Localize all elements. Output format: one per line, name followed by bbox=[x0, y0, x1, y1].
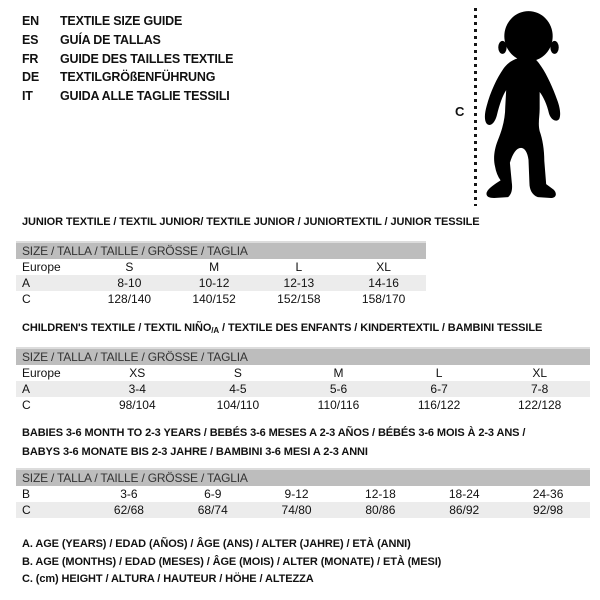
table-row bbox=[16, 397, 590, 413]
table-cell: 152/158 bbox=[277, 292, 321, 306]
section-title-line1: BABIES 3-6 MONTH TO 2-3 YEARS / BEBÉS 3-6 MESES A 2-3 AÑOS / BÉBÉS 3-6 MOIS À 2-3 ANS / bbox=[22, 427, 526, 439]
table-cell: XL bbox=[376, 260, 391, 274]
language-label: TEXTILGRÖßENFÜHRUNG bbox=[60, 70, 216, 85]
table-cell: 18-24 bbox=[448, 487, 480, 501]
table-cell: 92/98 bbox=[533, 503, 564, 517]
table-cell: 10-12 bbox=[198, 276, 230, 290]
table-cell: 98/104 bbox=[118, 398, 156, 412]
row-label: Europe bbox=[22, 366, 61, 380]
section-title-line2: BABYS 3-6 MONATE BIS 2-3 JAHRE / BAMBINI 3-6 MESI A 2-3 ANNI bbox=[22, 446, 368, 458]
table-row bbox=[16, 259, 426, 275]
table-cell: 116/122 bbox=[417, 398, 461, 412]
row-label: A bbox=[22, 276, 31, 290]
language-list bbox=[22, 12, 233, 106]
language-label: TEXTILE SIZE GUIDE bbox=[60, 14, 183, 28]
table-cell: 74/80 bbox=[281, 503, 312, 517]
section-title-children bbox=[22, 322, 542, 335]
table-row bbox=[16, 486, 590, 502]
row-label: Europe bbox=[22, 260, 61, 274]
table-cell: 8-10 bbox=[117, 276, 142, 290]
language-code: FR bbox=[22, 51, 39, 66]
size-table-header: SIZE / TALLA / TAILLE / GRÖSSE / TAGLIA bbox=[16, 468, 590, 486]
language-label: GUIDA ALLE TAGLIE TESSILI bbox=[60, 89, 230, 104]
section-title-subscript: /A bbox=[211, 326, 220, 335]
table-cell: 62/68 bbox=[113, 503, 144, 517]
toddler-silhouette-icon bbox=[482, 5, 575, 206]
language-row bbox=[22, 12, 233, 31]
language-row bbox=[22, 68, 233, 87]
table-cell: 6-7 bbox=[430, 382, 448, 396]
table-cell: 122/128 bbox=[517, 398, 562, 412]
table-cell: S bbox=[125, 260, 134, 274]
language-row bbox=[22, 31, 233, 50]
height-dashed-line bbox=[474, 8, 477, 206]
row-label: C bbox=[22, 503, 31, 517]
table-cell: 4-5 bbox=[229, 382, 247, 396]
table-cell: 14-16 bbox=[368, 276, 399, 290]
footnote-c: C. (cm) HEIGHT / ALTURA / HAUTEUR / HÖHE / ALTEZZA bbox=[22, 573, 314, 585]
table-cell: 80/86 bbox=[365, 503, 396, 517]
table-cell: 86/92 bbox=[449, 503, 480, 517]
table-cell: 68/74 bbox=[197, 503, 228, 517]
size-table-babies bbox=[16, 468, 590, 518]
table-cell: S bbox=[233, 366, 242, 380]
section-title-babies bbox=[22, 424, 525, 462]
language-label: GUÍA DE TALLAS bbox=[60, 32, 161, 47]
table-cell: 9-12 bbox=[284, 487, 309, 501]
table-cell: 128/140 bbox=[107, 292, 152, 306]
table-cell: L bbox=[435, 366, 443, 380]
size-table-junior bbox=[16, 241, 426, 307]
table-cell: 140/152 bbox=[192, 292, 236, 306]
table-cell: L bbox=[295, 260, 303, 274]
row-label: C bbox=[22, 398, 31, 412]
table-cell: 110/116 bbox=[317, 398, 360, 412]
footnotes bbox=[22, 536, 441, 589]
footnote-a: A. AGE (YEARS) / EDAD (AÑOS) / ÂGE (ANS) / ALTER (JAHRE) / ETÀ (ANNI) bbox=[22, 538, 411, 550]
table-cell: M bbox=[333, 366, 344, 380]
table-cell: 5-6 bbox=[329, 382, 348, 396]
table-cell: 7-8 bbox=[531, 382, 549, 396]
section-title-text: CHILDREN'S TEXTILE / TEXTIL NIÑO bbox=[22, 322, 212, 334]
table-cell: XL bbox=[532, 366, 548, 380]
section-title-text: / TEXTILE DES ENFANTS / KINDERTEXTIL / BAMBINI TESSILE bbox=[219, 322, 543, 334]
table-row bbox=[16, 275, 426, 291]
table-cell: 3-4 bbox=[128, 382, 146, 396]
row-label: C bbox=[22, 292, 31, 306]
table-cell: 3-6 bbox=[120, 487, 138, 501]
table-cell: M bbox=[209, 260, 220, 274]
size-table-header: SIZE / TALLA / TAILLE / GRÖSSE / TAGLIA bbox=[16, 241, 426, 259]
table-row bbox=[16, 365, 590, 381]
language-code: DE bbox=[22, 70, 39, 85]
language-label: GUIDE DES TAILLES TEXTILE bbox=[60, 51, 234, 66]
table-cell: 158/170 bbox=[361, 292, 406, 306]
table-cell: 24-36 bbox=[532, 487, 564, 501]
table-cell: 12-18 bbox=[365, 487, 396, 501]
height-c-label: C bbox=[455, 104, 465, 119]
table-cell: 12-13 bbox=[283, 276, 315, 290]
row-label: B bbox=[22, 487, 31, 501]
language-row bbox=[22, 50, 233, 69]
language-row bbox=[22, 87, 233, 106]
table-row bbox=[16, 381, 590, 397]
language-code: IT bbox=[22, 89, 33, 104]
section-title-junior: JUNIOR TEXTILE / TEXTIL JUNIOR/ TEXTILE JUNIOR / JUNIORTEXTIL / JUNIOR TESSILE bbox=[22, 216, 480, 228]
footnote-b: B. AGE (MONTHS) / EDAD (MESES) / ÂGE (MOIS) / ALTER (MONATE) / ETÀ (MESI) bbox=[22, 555, 442, 568]
row-label: A bbox=[22, 382, 31, 396]
language-code: EN bbox=[22, 14, 39, 28]
language-code: ES bbox=[22, 32, 39, 47]
table-cell: XS bbox=[129, 366, 146, 380]
size-table-children bbox=[16, 347, 590, 413]
table-row bbox=[16, 502, 590, 518]
table-cell: 6-9 bbox=[204, 487, 222, 501]
table-cell: 104/110 bbox=[216, 398, 260, 412]
table-row bbox=[16, 291, 426, 307]
size-table-header: SIZE / TALLA / TAILLE / GRÖSSE / TAGLIA bbox=[16, 347, 590, 365]
